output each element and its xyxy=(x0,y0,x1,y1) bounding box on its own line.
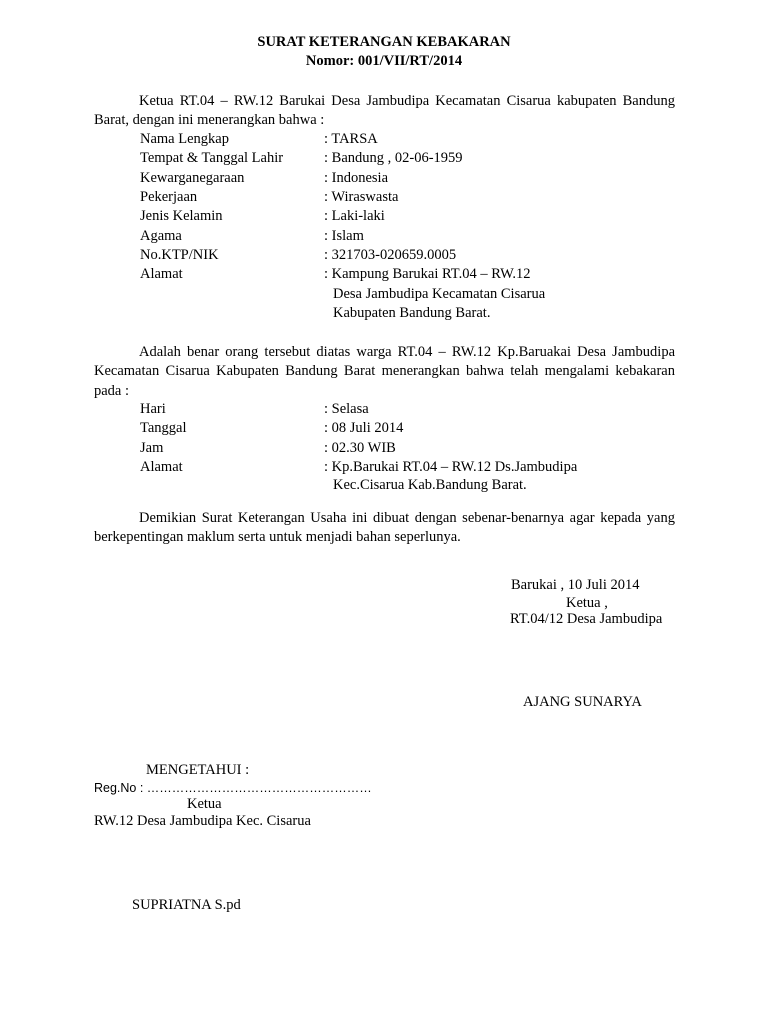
acknowledge-role: Ketua xyxy=(187,796,222,812)
field-value: : Laki-laki xyxy=(324,208,385,224)
intro-text: Ketua RT.04 – RW.12 Barukai Desa Jambudipa Kecamatan Cisarua kabupaten Bandung Barat, dengan ini menerangkan bahwa : xyxy=(94,93,675,129)
field-value: : Bandung , 02-06-1959 xyxy=(324,150,463,166)
field-value: : Wiraswasta xyxy=(324,189,399,205)
field-label: Pekerjaan xyxy=(140,189,198,205)
intro-paragraph xyxy=(94,92,675,131)
event-address-continuation: Kec.Cisarua Kab.Bandung Barat. xyxy=(333,477,527,493)
sign-org: RT.04/12 Desa Jambudipa xyxy=(510,611,663,627)
sign-place-date: Barukai , 10 Juli 2014 xyxy=(511,577,640,593)
field-label: Jenis Kelamin xyxy=(140,208,223,224)
statement-text: Adalah benar orang tersebut diatas warga RT.04 – RW.12 Kp.Baruakai Desa Jambudipa Kecamatan Cisarua Kabupaten Bandung Barat menerangkan bahwa telah mengalami kebakaran pada : xyxy=(94,344,675,399)
field-label: Alamat xyxy=(140,266,183,282)
registration-number: Reg.No : ……………………………………………… xyxy=(94,781,372,795)
field-label: Nama Lengkap xyxy=(140,131,229,147)
field-label: Tempat & Tanggal Lahir xyxy=(140,150,284,166)
sign-role: Ketua , xyxy=(566,595,608,611)
field-value: : Islam xyxy=(324,228,364,244)
event-value: : Kp.Barukai RT.04 – RW.12 Ds.Jambudipa xyxy=(324,459,578,475)
event-label: Jam xyxy=(140,440,164,456)
closing-paragraph xyxy=(94,509,675,548)
event-label: Hari xyxy=(140,401,166,417)
event-label: Alamat xyxy=(140,459,183,475)
event-value: : 02.30 WIB xyxy=(324,440,396,456)
letter-title: SURAT KETERANGAN KEBAKARAN xyxy=(257,34,511,50)
field-value: : Indonesia xyxy=(324,170,389,186)
sign-name: AJANG SUNARYA xyxy=(523,694,642,710)
acknowledge-name: SUPRIATNA S.pd xyxy=(132,897,241,913)
address-continuation: Desa Jambudipa Kecamatan Cisarua xyxy=(333,286,546,302)
address-continuation: Kabupaten Bandung Barat. xyxy=(333,305,491,321)
field-value: : 321703-020659.0005 xyxy=(324,247,457,263)
event-label: Tanggal xyxy=(140,420,187,436)
acknowledge-org: RW.12 Desa Jambudipa Kec. Cisarua xyxy=(94,813,311,829)
field-value: : TARSA xyxy=(324,131,378,147)
closing-text: Demikian Surat Keterangan Usaha ini dibuat dengan sebenar-benarnya agar kepada yang berkepentingan maklum serta untuk menjadi bahan seperlunya. xyxy=(94,510,675,546)
acknowledge-heading: MENGETAHUI : xyxy=(146,762,250,778)
field-label: Kewarganegaraan xyxy=(140,170,245,186)
statement-paragraph xyxy=(94,343,675,401)
event-value: : Selasa xyxy=(324,401,369,417)
letter-number: Nomor: 001/VII/RT/2014 xyxy=(305,53,463,69)
field-label: Agama xyxy=(140,228,182,244)
field-value: : Kampung Barukai RT.04 – RW.12 xyxy=(324,266,531,282)
field-label: No.KTP/NIK xyxy=(140,247,219,263)
event-value: : 08 Juli 2014 xyxy=(324,420,404,436)
